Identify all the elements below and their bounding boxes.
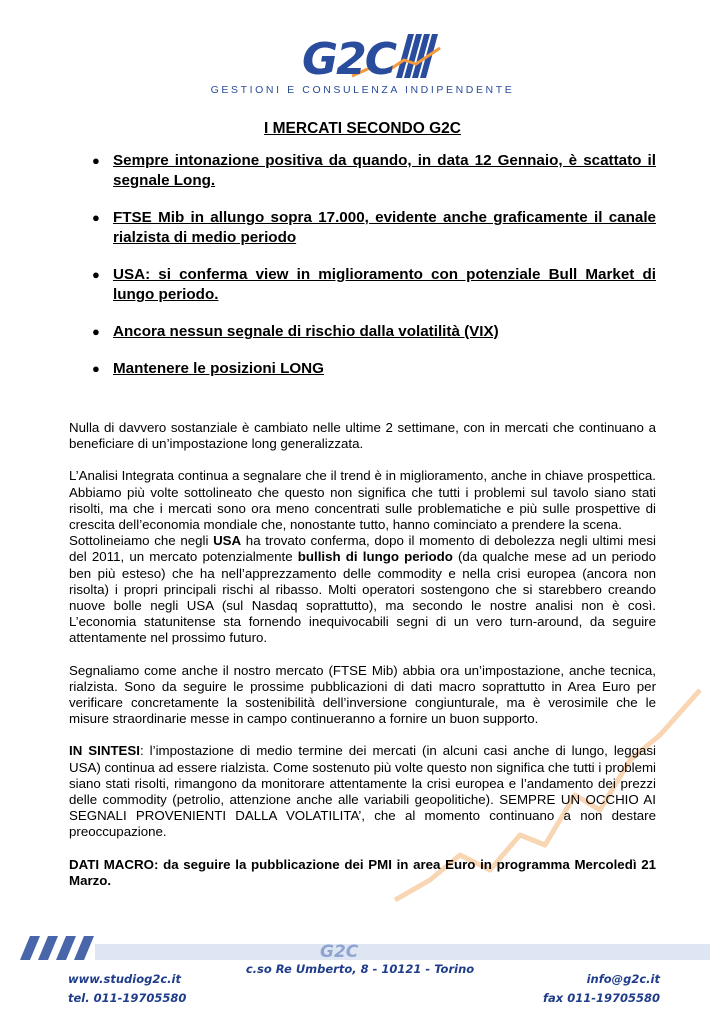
key-point: ● Mantenere le posizioni LONG xyxy=(92,360,324,377)
svg-text:G2C: G2C xyxy=(302,34,396,82)
page-title: I MERCATI SECONDO G2C xyxy=(264,120,461,137)
address: c.so Re Umberto, 8 - 10121 - Torino xyxy=(245,962,475,976)
telephone: tel. 011-19705580 xyxy=(68,991,187,1005)
bullet-dot-icon: ● xyxy=(92,267,100,282)
paragraph: Sottolineiamo che negli USA ha trovato conferma, dopo il momento di debolezza negli ultimi mesi del 2011, un mercato potenzialmente bullish di lungo periodo (da qualche mese ad un periodo ben più esteso) che ha nell’apprezzamento delle commodity e nella crisi europea (ancora non risolta) i propri principali rischi al ribasso. Molti operatori sostengono che si starebbero creando nuove bolle negli USA (sul Nasdaq soprattutto), ma secondo le nostre analisi non è così. L’economia statunitense sta fornendo inequivocabili segni di un vero turn-around, da seguire attentamente nel prossimo futuro. xyxy=(69,533,656,646)
paragraph: L’Analisi Integrata continua a segnalare che il trend è in miglioramento, anche in chiave prospettica. Abbiamo più volte sottolineato che questo non significa che tutti i problemi sul tavolo siano stati risolti, ma che i mercati sono ora meno concentrati sulle problematiche e più sulle prospettive di crescita dell’economia mondiale che, nonostante tutto, hanno cominciato a prendere la scena. xyxy=(69,468,656,533)
paragraph: DATI MACRO: da seguire la pubblicazione dei PMI in area Euro in programma Mercoledì 21 Marzo. xyxy=(69,856,656,888)
fax: fax 011-19705580 xyxy=(543,991,660,1005)
paragraph: Nulla di davvero sostanziale è cambiato nelle ultime 2 settimane, con in mercati che continuano a beneficiare di un’impostazione long generalizzata. xyxy=(69,420,656,452)
bullet-dot-icon: ● xyxy=(92,153,100,168)
key-point: ● Ancora nessun segnale di rischio dalla volatilità (VIX) xyxy=(92,323,499,340)
article-body xyxy=(69,420,656,889)
paragraph: IN SINTESI: l’impostazione di medio termine dei mercati (in alcuni casi anche di lungo, leggasi USA) continua ad essere rialzista. Come sostenuto più volte questo non significa che tutti i problemi siano stati risolti, rimangono da monitorare attentamente la crisi europea e l’andamento dei prezzi delle commodity (petrolio, attenzione anche alle variabili geopolitiche). SEMPRE UN OCCHIO AI SEGNALI PROVENIENTI DALLA VOLATILITA’, che al momento continuano a non destare preoccupazione. xyxy=(69,743,656,840)
footer-brand: G2C xyxy=(320,942,359,960)
key-points-list xyxy=(90,151,656,396)
g2c-logo xyxy=(300,30,450,82)
company-tagline: GESTIONI E CONSULENZA INDIPENDENTE xyxy=(210,84,515,96)
bullet-dot-icon: ● xyxy=(92,210,100,225)
bullet-dot-icon: ● xyxy=(92,324,100,339)
key-point: ● Sempre intonazione positiva da quando, in data 12 Gennaio, è scattato il segnale Long. xyxy=(92,152,656,189)
bullet-dot-icon: ● xyxy=(92,361,100,376)
footer-stripes xyxy=(0,930,725,960)
website-link[interactable]: www.studiog2c.it xyxy=(68,972,181,986)
email-link[interactable]: info@g2c.it xyxy=(586,972,660,986)
paragraph: Segnaliamo come anche il nostro mercato (FTSE Mib) abbia ora un’impostazione, anche tecnica, rialzista. Sono da seguire le prossime pubblicazioni di dati macro soprattutto in Area Euro per verificare concretamente la sostenibilità dell’inversione congiunturale, ma è verosimile che le misure straordinarie messe in campo continueranno a fornire un buon supporto. xyxy=(69,662,656,727)
key-point: ● FTSE Mib in allungo sopra 17.000, evidente anche graficamente il canale rialzista di medio periodo xyxy=(92,209,656,246)
key-point: ● USA: si conferma view in miglioramento con potenziale Bull Market di lungo periodo. xyxy=(92,266,656,303)
